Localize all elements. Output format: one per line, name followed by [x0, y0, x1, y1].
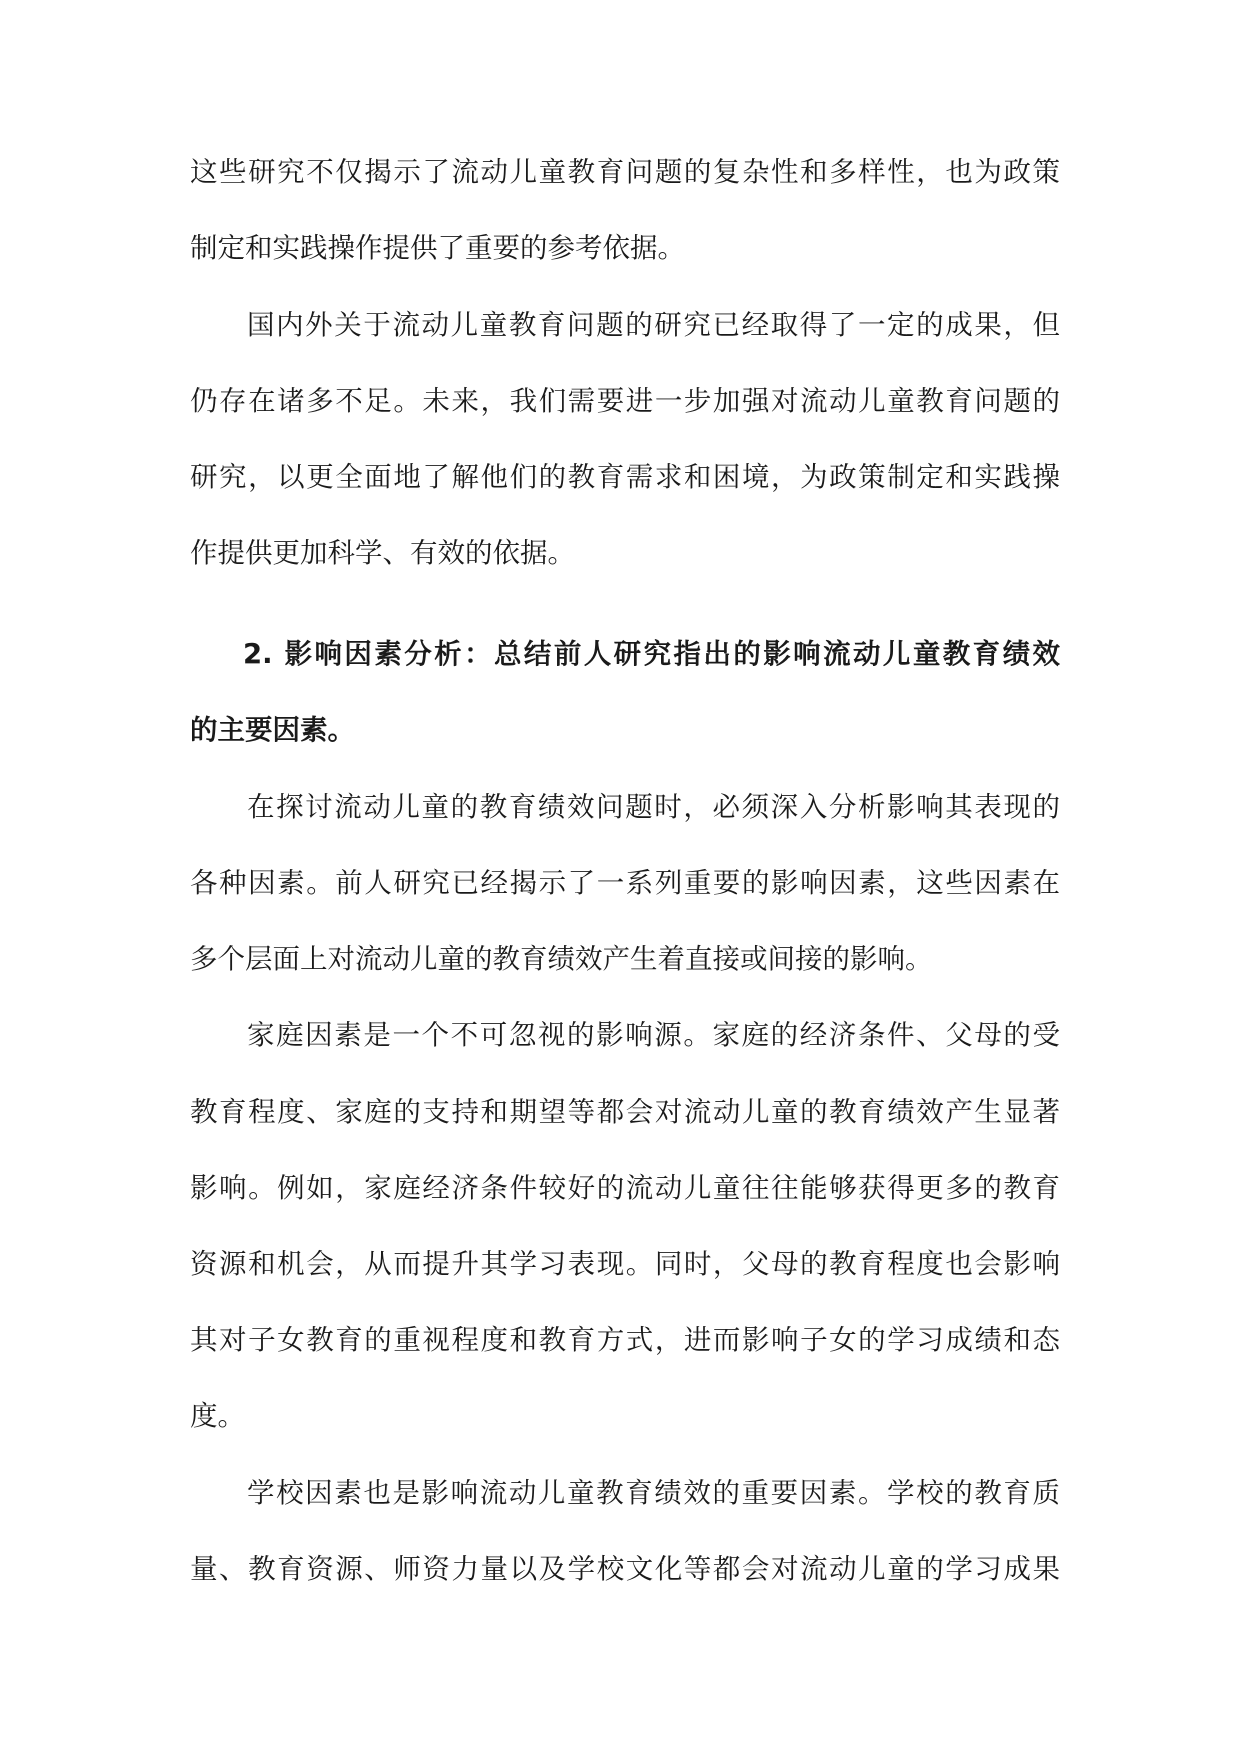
section-heading: 的主要因素。 — [190, 714, 355, 746]
paragraph-line: 各种因素。前人研究已经揭示了一系列重要的影响因素，这些因素在 — [190, 867, 1060, 899]
paragraph-line: 家庭因素是一个不可忽视的影响源。家庭的经济条件、父母的受 — [247, 1019, 1060, 1051]
paragraph-line: 作提供更加科学、有效的依据。 — [190, 537, 575, 569]
paragraph-line: 这些研究不仅揭示了流动儿童教育问题的复杂性和多样性，也为政策 — [190, 156, 1060, 188]
paragraph-line: 制定和实践操作提供了重要的参考依据。 — [190, 232, 685, 264]
section-heading: 2. 影响因素分析：总结前人研究指出的影响流动儿童教育绩效 — [243, 638, 1060, 670]
paragraph-line: 度。 — [190, 1400, 245, 1432]
paragraph-line: 国内外关于流动儿童教育问题的研究已经取得了一定的成果，但 — [247, 309, 1060, 341]
paragraph-line: 多个层面上对流动儿童的教育绩效产生着直接或间接的影响。 — [190, 943, 933, 975]
paragraph-line: 仍存在诸多不足。未来，我们需要进一步加强对流动儿童教育问题的 — [190, 385, 1060, 417]
paragraph-line: 研究，以更全面地了解他们的教育需求和困境，为政策制定和实践操 — [190, 461, 1060, 493]
paragraph-line: 量、教育资源、师资力量以及学校文化等都会对流动儿童的学习成果 — [190, 1553, 1060, 1585]
paragraph-line: 在探讨流动儿童的教育绩效问题时，必须深入分析影响其表现的 — [247, 791, 1060, 823]
paragraph-line: 学校因素也是影响流动儿童教育绩效的重要因素。学校的教育质 — [247, 1477, 1060, 1509]
paragraph-line: 影响。例如，家庭经济条件较好的流动儿童往往能够获得更多的教育 — [190, 1172, 1060, 1204]
paragraph-line: 资源和机会，从而提升其学习表现。同时，父母的教育程度也会影响 — [190, 1248, 1060, 1280]
paragraph-line: 教育程度、家庭的支持和期望等都会对流动儿童的教育绩效产生显著 — [190, 1096, 1060, 1128]
paragraph-line: 其对子女教育的重视程度和教育方式，进而影响子女的学习成绩和态 — [190, 1324, 1060, 1356]
